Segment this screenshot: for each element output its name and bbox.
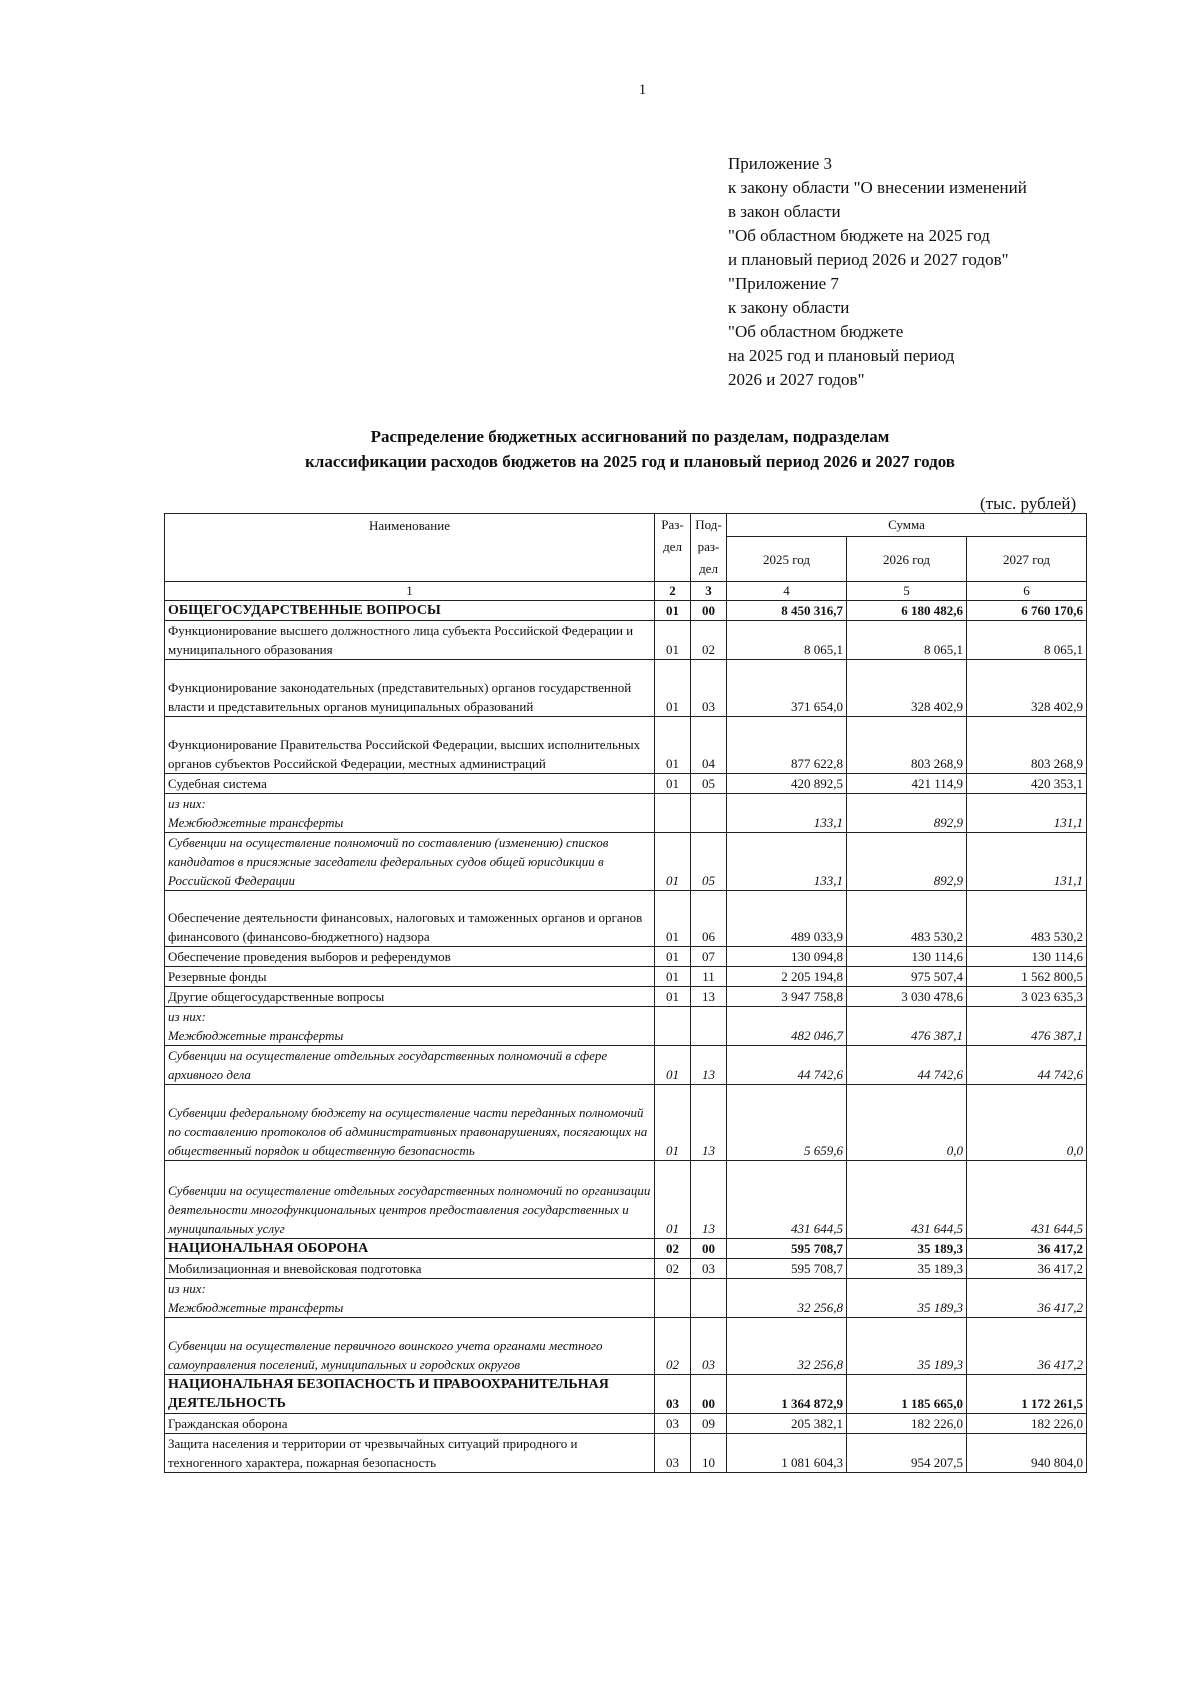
row-name: Защита населения и территории от чрезвычайных ситуаций природного и техногенного характера, пожарная безопасность — [165, 1434, 655, 1473]
row-razdel — [655, 1279, 691, 1318]
row-value-2027: 36 417,2 — [967, 1239, 1087, 1259]
row-razdel: 01 — [655, 601, 691, 621]
row-name: Судебная система — [165, 774, 655, 794]
row-podrazdel: 13 — [691, 987, 727, 1007]
row-value-2027: 3 023 635,3 — [967, 987, 1087, 1007]
row-value-2026: 431 644,5 — [847, 1161, 967, 1239]
row-value-2026: 892,9 — [847, 833, 967, 891]
row-value-2027: 131,1 — [967, 833, 1087, 891]
column-number: 1 — [165, 582, 655, 601]
row-razdel: 01 — [655, 1085, 691, 1161]
row-value-2026: 892,9 — [847, 794, 967, 833]
appendix-line: к закону области — [728, 298, 850, 317]
row-razdel: 01 — [655, 891, 691, 947]
row-podrazdel: 00 — [691, 1375, 727, 1414]
row-name: из них: Межбюджетные трансферты — [165, 1007, 655, 1046]
title-line: классификации расходов бюджетов на 2025 год и плановый период 2026 и 2027 годов — [305, 452, 955, 471]
row-podrazdel — [691, 1007, 727, 1046]
row-razdel: 01 — [655, 987, 691, 1007]
row-name: ОБЩЕГОСУДАРСТВЕННЫЕ ВОПРОСЫ — [165, 601, 655, 621]
row-podrazdel: 00 — [691, 601, 727, 621]
row-razdel: 01 — [655, 947, 691, 967]
appendix-line: "Об областном бюджете — [728, 322, 904, 341]
section-row — [165, 1239, 1087, 1259]
row-name: Обеспечение проведения выборов и референдумов — [165, 947, 655, 967]
table-row — [165, 1046, 1087, 1085]
row-razdel: 02 — [655, 1259, 691, 1279]
row-value-2026: 476 387,1 — [847, 1007, 967, 1046]
table-row — [165, 891, 1087, 947]
row-value-2025: 595 708,7 — [727, 1259, 847, 1279]
appendix-line: в закон области — [728, 202, 841, 221]
row-value-2027: 6 760 170,6 — [967, 601, 1087, 621]
row-name: Резервные фонды — [165, 967, 655, 987]
row-value-2027: 130 114,6 — [967, 947, 1087, 967]
row-value-2026: 0,0 — [847, 1085, 967, 1161]
table-row — [165, 717, 1087, 774]
row-podrazdel — [691, 1279, 727, 1318]
row-name: Функционирование Правительства Российской Федерации, высших исполнительных органов субъектов Российской Федерации, местных администраций — [165, 717, 655, 774]
row-value-2027: 44 742,6 — [967, 1046, 1087, 1085]
row-value-2027: 476 387,1 — [967, 1007, 1087, 1046]
row-value-2026: 483 530,2 — [847, 891, 967, 947]
row-podrazdel: 05 — [691, 774, 727, 794]
row-podrazdel: 13 — [691, 1046, 727, 1085]
row-value-2027: 803 268,9 — [967, 717, 1087, 774]
table-row — [165, 967, 1087, 987]
header-summa: Сумма — [727, 514, 1087, 537]
section-row — [165, 601, 1087, 621]
header-year-2026: 2026 год — [847, 537, 967, 582]
row-value-2025: 489 033,9 — [727, 891, 847, 947]
row-podrazdel: 13 — [691, 1085, 727, 1161]
row-value-2027: 431 644,5 — [967, 1161, 1087, 1239]
row-podrazdel: 05 — [691, 833, 727, 891]
row-name: Функционирование высшего должностного лица субъекта Российской Федерации и муниципального образования — [165, 621, 655, 660]
row-value-2025: 482 046,7 — [727, 1007, 847, 1046]
row-value-2027: 940 804,0 — [967, 1434, 1087, 1473]
row-value-2026: 182 226,0 — [847, 1414, 967, 1434]
row-value-2025: 8 450 316,7 — [727, 601, 847, 621]
row-podrazdel: 03 — [691, 660, 727, 717]
row-razdel: 03 — [655, 1414, 691, 1434]
row-value-2027: 0,0 — [967, 1085, 1087, 1161]
table-row — [165, 1161, 1087, 1239]
table-row — [165, 1259, 1087, 1279]
row-value-2025: 1 364 872,9 — [727, 1375, 847, 1414]
row-value-2025: 205 382,1 — [727, 1414, 847, 1434]
table-row — [165, 987, 1087, 1007]
header-name: Наименование — [165, 514, 655, 582]
row-value-2027: 483 530,2 — [967, 891, 1087, 947]
row-podrazdel — [691, 794, 727, 833]
row-razdel — [655, 794, 691, 833]
row-podrazdel: 00 — [691, 1239, 727, 1259]
row-razdel: 01 — [655, 833, 691, 891]
row-value-2026: 35 189,3 — [847, 1259, 967, 1279]
row-value-2025: 3 947 758,8 — [727, 987, 847, 1007]
row-podrazdel: 02 — [691, 621, 727, 660]
row-value-2026: 975 507,4 — [847, 967, 967, 987]
row-name: Субвенции федеральному бюджету на осуществление части переданных полномочий по составлению протоколов об административных правонарушениях, посягающих на общественный порядок и общественную безопасность — [165, 1085, 655, 1161]
row-value-2027: 8 065,1 — [967, 621, 1087, 660]
document-title — [180, 424, 1080, 474]
row-value-2026: 8 065,1 — [847, 621, 967, 660]
appendix-line: "Об областном бюджете на 2025 год — [728, 226, 990, 245]
row-value-2025: 133,1 — [727, 833, 847, 891]
row-value-2026: 328 402,9 — [847, 660, 967, 717]
row-razdel: 01 — [655, 717, 691, 774]
title-line: Распределение бюджетных ассигнований по разделам, подразделам — [370, 427, 890, 446]
row-value-2027: 328 402,9 — [967, 660, 1087, 717]
row-razdel: 01 — [655, 967, 691, 987]
row-name: Функционирование законодательных (представительных) органов государственной власти и представительных органов муниципальных образований — [165, 660, 655, 717]
row-value-2026: 6 180 482,6 — [847, 601, 967, 621]
row-name: НАЦИОНАЛЬНАЯ ОБОРОНА — [165, 1239, 655, 1259]
row-value-2027: 36 417,2 — [967, 1279, 1087, 1318]
column-number: 3 — [691, 582, 727, 601]
row-value-2026: 421 114,9 — [847, 774, 967, 794]
appendix-line: "Приложение 7 — [728, 274, 839, 293]
row-razdel: 01 — [655, 1161, 691, 1239]
table-row — [165, 794, 1087, 833]
row-value-2027: 1 172 261,5 — [967, 1375, 1087, 1414]
row-podrazdel: 13 — [691, 1161, 727, 1239]
row-podrazdel: 10 — [691, 1434, 727, 1473]
appendix-line: 2026 и 2027 годов" — [728, 370, 865, 389]
row-value-2027: 36 417,2 — [967, 1318, 1087, 1375]
row-value-2027: 420 353,1 — [967, 774, 1087, 794]
appendix-reference — [728, 152, 1027, 392]
table-row — [165, 1279, 1087, 1318]
column-number: 5 — [847, 582, 967, 601]
row-value-2027: 36 417,2 — [967, 1259, 1087, 1279]
row-name: НАЦИОНАЛЬНАЯ БЕЗОПАСНОСТЬ И ПРАВООХРАНИТЕЛЬНАЯ ДЕЯТЕЛЬНОСТЬ — [165, 1375, 655, 1414]
column-number: 6 — [967, 582, 1087, 601]
section-row — [165, 1375, 1087, 1414]
row-podrazdel: 03 — [691, 1318, 727, 1375]
row-value-2026: 130 114,6 — [847, 947, 967, 967]
row-name: Обеспечение деятельности финансовых, налоговых и таможенных органов и органов финансового (финансово-бюджетного) надзора — [165, 891, 655, 947]
row-value-2025: 371 654,0 — [727, 660, 847, 717]
header-year-2027: 2027 год — [967, 537, 1087, 582]
row-value-2027: 182 226,0 — [967, 1414, 1087, 1434]
row-value-2025: 877 622,8 — [727, 717, 847, 774]
column-number: 4 — [727, 582, 847, 601]
row-razdel — [655, 1007, 691, 1046]
row-value-2025: 1 081 604,3 — [727, 1434, 847, 1473]
appendix-line: Приложение 3 — [728, 154, 832, 173]
table-row — [165, 1007, 1087, 1046]
row-name: Субвенции на осуществление отдельных государственных полномочий по организации деятельности многофункциональных центров предоставления государственных и муниципальных услуг — [165, 1161, 655, 1239]
row-name: Гражданская оборона — [165, 1414, 655, 1434]
table-row — [165, 621, 1087, 660]
row-value-2026: 35 189,3 — [847, 1239, 967, 1259]
row-name: Мобилизационная и вневойсковая подготовка — [165, 1259, 655, 1279]
row-value-2026: 803 268,9 — [847, 717, 967, 774]
row-name: Субвенции на осуществление полномочий по составлению (изменению) списков кандидатов в присяжные заседатели федеральных судов общей юрисдикции в Российской Федерации — [165, 833, 655, 891]
row-razdel: 03 — [655, 1434, 691, 1473]
row-name: Другие общегосударственные вопросы — [165, 987, 655, 1007]
table-row — [165, 1085, 1087, 1161]
row-razdel: 02 — [655, 1239, 691, 1259]
row-razdel: 01 — [655, 1046, 691, 1085]
row-razdel: 03 — [655, 1375, 691, 1414]
row-value-2025: 8 065,1 — [727, 621, 847, 660]
budget-table — [164, 513, 1087, 1473]
row-value-2026: 35 189,3 — [847, 1279, 967, 1318]
row-razdel: 01 — [655, 660, 691, 717]
table-row — [165, 833, 1087, 891]
table-row — [165, 774, 1087, 794]
page-number: 1 — [638, 82, 647, 98]
row-podrazdel: 04 — [691, 717, 727, 774]
row-value-2025: 133,1 — [727, 794, 847, 833]
unit-label: (тыс. рублей) — [980, 494, 1077, 513]
row-value-2027: 131,1 — [967, 794, 1087, 833]
table-row — [165, 947, 1087, 967]
row-name: из них: Межбюджетные трансферты — [165, 1279, 655, 1318]
row-name: Субвенции на осуществление отдельных государственных полномочий в сфере архивного дела — [165, 1046, 655, 1085]
header-podrazdel: Под- раз- дел — [691, 514, 727, 582]
row-value-2025: 595 708,7 — [727, 1239, 847, 1259]
row-value-2025: 2 205 194,8 — [727, 967, 847, 987]
appendix-line: на 2025 год и плановый период — [728, 346, 955, 365]
row-podrazdel: 06 — [691, 891, 727, 947]
appendix-line: к закону области "О внесении изменений — [728, 178, 1027, 197]
row-value-2025: 44 742,6 — [727, 1046, 847, 1085]
header-razdel: Раз- дел — [655, 514, 691, 582]
row-value-2025: 431 644,5 — [727, 1161, 847, 1239]
row-value-2026: 954 207,5 — [847, 1434, 967, 1473]
row-razdel: 01 — [655, 621, 691, 660]
row-podrazdel: 09 — [691, 1414, 727, 1434]
row-podrazdel: 03 — [691, 1259, 727, 1279]
table-row — [165, 1414, 1087, 1434]
row-value-2025: 5 659,6 — [727, 1085, 847, 1161]
row-podrazdel: 07 — [691, 947, 727, 967]
row-value-2026: 35 189,3 — [847, 1318, 967, 1375]
row-value-2027: 1 562 800,5 — [967, 967, 1087, 987]
row-value-2026: 3 030 478,6 — [847, 987, 967, 1007]
row-value-2025: 32 256,8 — [727, 1279, 847, 1318]
row-name: Субвенции на осуществление первичного воинского учета органами местного самоуправления поселений, муниципальных и городских округов — [165, 1318, 655, 1375]
row-value-2026: 1 185 665,0 — [847, 1375, 967, 1414]
table-row — [165, 1318, 1087, 1375]
row-value-2026: 44 742,6 — [847, 1046, 967, 1085]
row-podrazdel: 11 — [691, 967, 727, 987]
appendix-line: и плановый период 2026 и 2027 годов" — [728, 250, 1009, 269]
row-value-2025: 32 256,8 — [727, 1318, 847, 1375]
row-value-2025: 420 892,5 — [727, 774, 847, 794]
row-razdel: 01 — [655, 774, 691, 794]
column-number: 2 — [655, 582, 691, 601]
table-row — [165, 660, 1087, 717]
row-value-2025: 130 094,8 — [727, 947, 847, 967]
row-name: из них: Межбюджетные трансферты — [165, 794, 655, 833]
table-row — [165, 1434, 1087, 1473]
header-year-2025: 2025 год — [727, 537, 847, 582]
row-razdel: 02 — [655, 1318, 691, 1375]
